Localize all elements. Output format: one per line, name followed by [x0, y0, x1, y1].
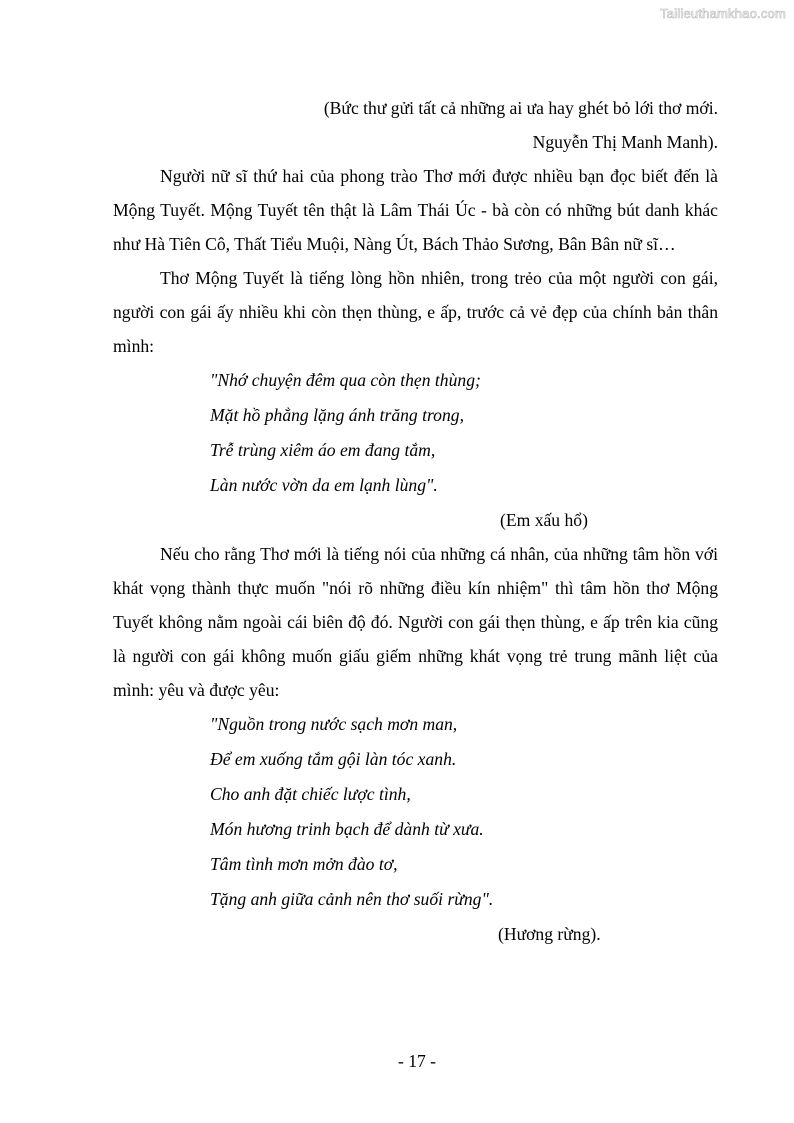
site-watermark: Tailieuthamkhao.com: [660, 6, 786, 21]
poem-line: Để em xuống tắm gội làn tóc xanh.: [210, 749, 457, 769]
paragraph-2: Thơ Mộng Tuyết là tiếng lòng hồn nhiên, trong trẻo của một người con gái, người con gái ấy nhiều khi còn thẹn thùng, e ấp, trước cả vẻ đẹp của chính bản thân mình:: [113, 268, 718, 356]
poem-line: "Nguồn trong nước sạch mơn man,: [210, 714, 458, 734]
epigraph-line-1: (Bức thư gửi tất cả những ai ưa hay ghét bỏ lới thơ mới.: [323, 98, 718, 118]
poem-huong-rung: [210, 707, 718, 951]
poem-line: "Nhớ chuyện đêm qua còn thẹn thùng;: [210, 370, 481, 390]
poem-source: (Em xấu hổ): [500, 510, 588, 530]
poem-line: Tặng anh giữa cảnh nên thơ suối rừng".: [210, 889, 494, 909]
paragraph-3: Nếu cho rằng Thơ mới là tiếng nói của những cá nhân, của những tâm hồn với khát vọng thành thực muốn "nói rõ những điều kín nhiệm" thì tâm hồn thơ Mộng Tuyết không nằm ngoài cái biên độ đó. Người con gái thẹn thùng, e ấp trên kia cũng là người con gái không muốn giấu giếm những khát vọng trẻ trung mãnh liệt của mình: yêu và được yêu:: [113, 544, 718, 700]
poem-source: (Hương rừng).: [498, 924, 601, 944]
poem-line: Cho anh đặt chiếc lược tình,: [210, 784, 411, 804]
paragraph-1: Người nữ sĩ thứ hai của phong trào Thơ mới được nhiều bạn đọc biết đến là Mộng Tuyết. Mộng Tuyết tên thật là Lâm Thái Úc - bà còn có những bút danh khác như Hà Tiên Cô, Thất Tiểu Muội, Nàng Út, Bách Thảo Sương, Bân Bân nữ sĩ…: [113, 166, 718, 254]
epigraph-line-2: Nguyễn Thị Manh Manh).: [532, 132, 718, 152]
poem-line: Mặt hồ phẳng lặng ánh trăng trong,: [210, 405, 464, 425]
poem-line: Trễ trùng xiêm áo em đang tắm,: [210, 440, 436, 460]
poem-em-xau-ho: [210, 363, 718, 537]
page-number: - 17 -: [397, 1051, 437, 1071]
poem-line: Làn nước vờn da em lạnh lùng".: [210, 475, 438, 495]
document-body: [113, 91, 718, 951]
poem-line: Món hương trinh bạch để dành từ xưa.: [210, 819, 484, 839]
poem-line: Tâm tình mơn mởn đào tơ,: [210, 854, 398, 874]
